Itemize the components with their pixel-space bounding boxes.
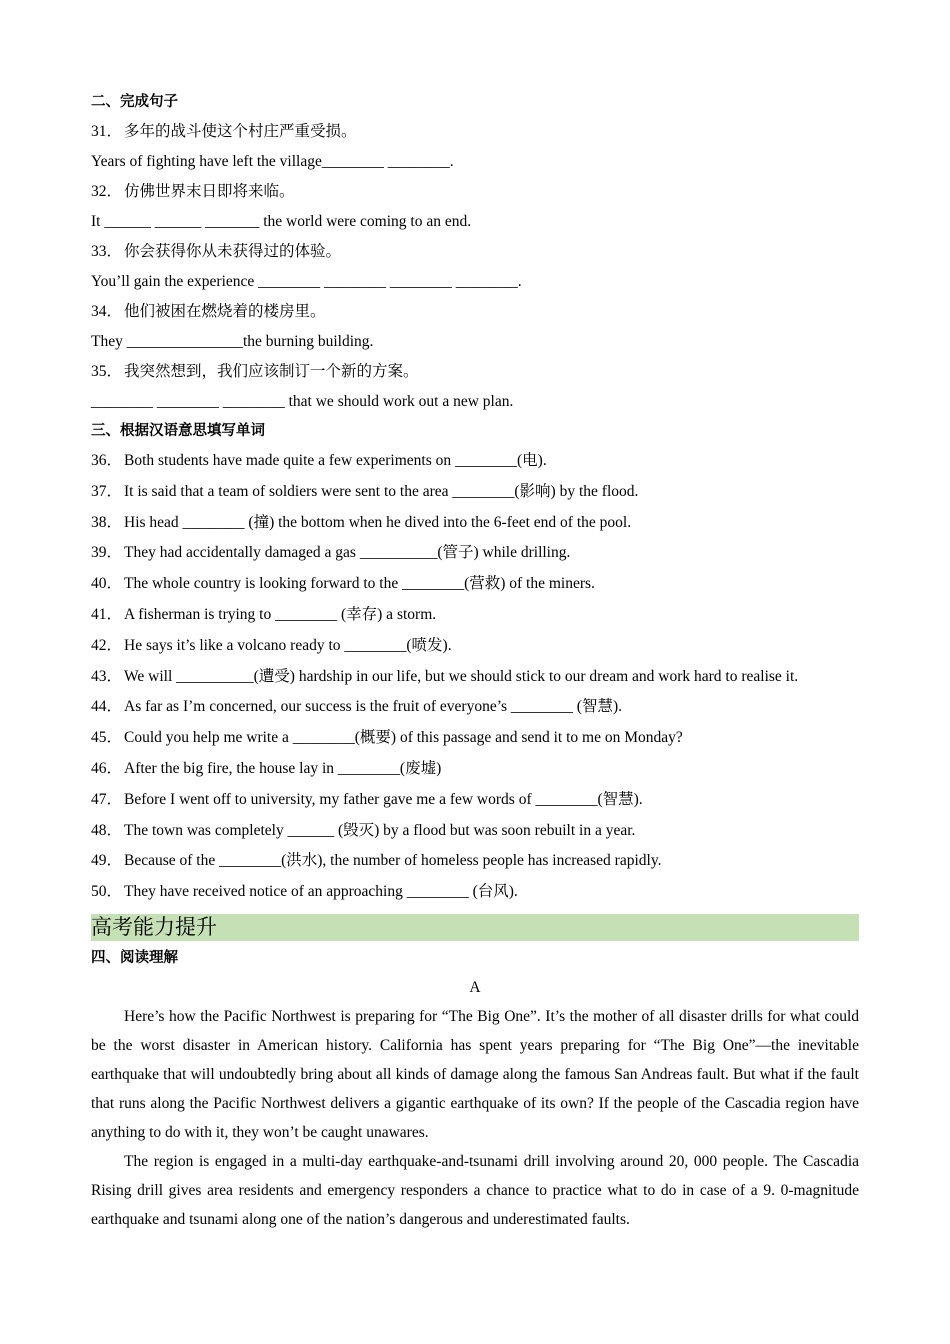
word-item-50: 50． They have received notice of an approaching ________ (台风).: [91, 883, 518, 901]
worksheet-content: [91, 88, 859, 1234]
section-heading-reading: 四、阅读理解: [91, 949, 178, 966]
sentence-chinese: 31． 多年的战斗使这个村庄严重受损。: [91, 123, 357, 140]
sentence-item-32: [91, 177, 859, 237]
sentence-english: ________ ________ ________ that we should work out a new plan.: [91, 393, 514, 410]
passage-paragraph: Here’s how the Pacific Northwest is preparing for “The Big One”. It’s the mother of all disaster drills for what could be the worst disaster in American history. California has spent years preparing for “The Big One”—the inevitable earthquake that will undoubtedly bring about all kinds of damage along the famous San Andreas fault. But what if the fault that runs along the Pacific Northwest delivers a gigantic earthquake of its own? If the people of the Cascadia region have anything to do with it, they won’t be caught unawares.: [91, 1007, 859, 1141]
sentence-item-34: [91, 297, 859, 357]
passage-paragraph: The region is engaged in a multi-day earthquake-and-tsunami drill involving around 20, 000 people. The Cascadia Rising drill gives area residents and emergency responders a chance to practice what to do in case of a 9. 0-magnitude earthquake and tsunami along one of the nation’s dangerous and underestimated faults.: [91, 1152, 859, 1228]
word-item-48: 48． The town was completely ______ (毁灭) by a flood but was soon rebuilt in a year.: [91, 821, 636, 839]
word-item-43: 43． We will __________(遭受) hardship in our life, but we should stick to our dream and work hard to realise it.: [91, 667, 799, 685]
sentence-chinese: 35． 我突然想到，我们应该制订一个新的方案。: [91, 363, 419, 380]
sentence-chinese: 34． 他们被困在燃烧着的楼房里。: [91, 303, 326, 320]
section-heading-fill-words: 三、根据汉语意思填写单词: [91, 423, 265, 439]
word-item-41: 41． A fisherman is trying to ________ (幸存) a storm.: [91, 605, 437, 623]
word-item-47: 47． Before I went off to university, my father gave me a few words of ________(智慧).: [91, 790, 643, 808]
sentence-english: It ______ ______ _______ the world were coming to an end.: [91, 213, 472, 230]
section-heading-complete-sentences: 二、完成句子: [91, 94, 178, 110]
word-item-42: 42． He says it’s like a volcano ready to ________(喷发).: [91, 636, 452, 654]
word-item-36: 36． Both students have made quite a few experiments on ________(电).: [91, 452, 547, 469]
sentence-item-35: [91, 357, 859, 417]
sentence-english: You’ll gain the experience ________ ________ ________ ________.: [91, 273, 522, 290]
word-item-45: 45． Could you help me write a ________(概要) of this passage and send it to me on Monday?: [91, 729, 683, 747]
word-item-44: 44． As far as I’m concerned, our success is the fruit of everyone’s ________ (智慧).: [91, 698, 623, 716]
sentence-english: Years of fighting have left the village________ ________.: [91, 153, 454, 170]
sentence-item-33: [91, 237, 859, 297]
sentence-chinese: 33． 你会获得你从未获得过的体验。: [91, 243, 342, 260]
word-item-46: 46． After the big fire, the house lay in ________(废墟): [91, 759, 442, 777]
word-item-38: 38． His head ________ (撞) the bottom when he dived into the 6-feet end of the pool.: [91, 513, 632, 531]
sentence-chinese: 32． 仿佛世界末日即将来临。: [91, 183, 295, 200]
section-banner: 高考能力提升: [91, 914, 859, 941]
sentence-item-31: [91, 117, 859, 177]
word-item-37: 37． It is said that a team of soldiers were sent to the area ________(影响) by the flood.: [91, 482, 639, 500]
word-item-39: 39． They had accidentally damaged a gas __________(管子) while drilling.: [91, 544, 571, 562]
passage-label: A: [469, 978, 481, 996]
sentence-english: They _______________the burning building.: [91, 333, 374, 350]
word-item-40: 40． The whole country is looking forward to the ________(营救) of the miners.: [91, 575, 595, 593]
word-item-49: 49． Because of the ________(洪水), the number of homeless people has increased rapidly.: [91, 852, 662, 870]
